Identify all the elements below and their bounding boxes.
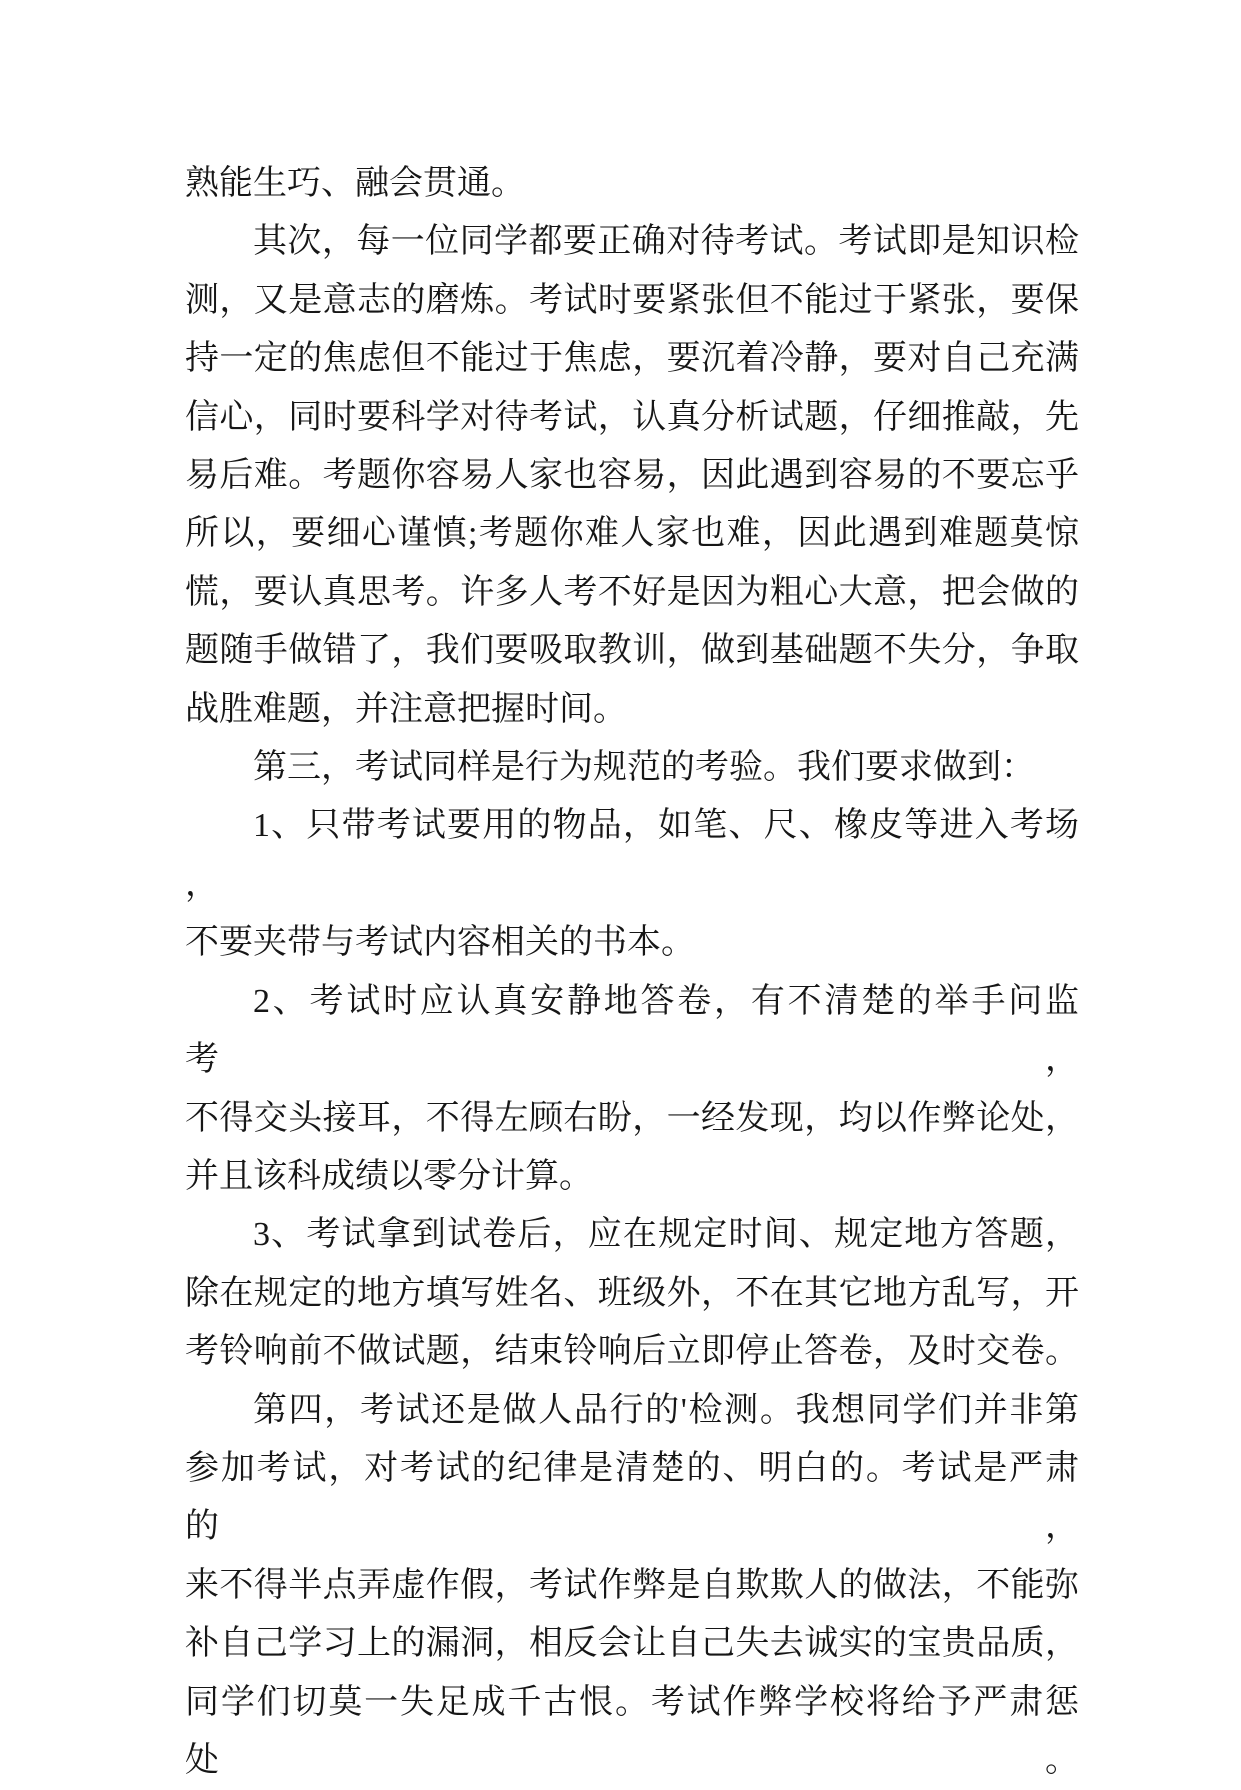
text-line: 不要夹带与考试内容相关的书本。: [185, 924, 695, 962]
document-body: [185, 155, 1079, 1790]
text-line: 第四，考试还是做人品行的'检测。我想同学们并非第: [253, 1391, 1079, 1429]
text-line: 易后难。考题你容易人家也容易，因此遇到容易的不要忘乎: [185, 457, 1079, 495]
text-line: 1、只带考试要用的物品，如笔、尺、橡皮等进入考场 ，: [185, 807, 1079, 903]
text-line: 3、考试拿到试卷后，应在规定时间、规定地方答题，: [253, 1216, 1079, 1254]
text-line: 除在规定的地方填写姓名、班级外，不在其它地方乱写，开: [185, 1274, 1079, 1312]
text-line: 所以，要细心谨慎;考题你难人家也难，因此遇到难题莫惊: [185, 515, 1079, 553]
text-line: 来不得半点弄虚作假，考试作弊是自欺欺人的做法，不能弥: [185, 1566, 1079, 1604]
text-line: 测，又是意志的磨炼。考试时要紧张但不能过于紧张，要保: [185, 281, 1079, 319]
text-line: 信心，同时要科学对待考试，认真分析试题，仔细推敲，先: [185, 398, 1079, 436]
text-line: 补自己学习上的漏洞，相反会让自己失去诚实的宝贵品质，: [185, 1625, 1079, 1663]
text-line: 熟能生巧、融会贯通。: [185, 165, 525, 202]
text-line: 参加考试，对考试的纪律是清楚的、明白的。考试是严肃的，: [185, 1449, 1079, 1546]
text-line: 不得交头接耳，不得左顾右盼，一经发现，均以作弊论处，: [185, 1099, 1079, 1137]
text-line: 其次，每一位同学都要正确对待考试。考试即是知识检: [253, 223, 1079, 261]
text-line: 并且该科成绩以零分计算。: [185, 1157, 593, 1195]
text-line: 持一定的焦虑但不能过于焦虑，要沉着冷静，要对自己充满: [185, 340, 1079, 378]
text-line: 题随手做错了，我们要吸取教训，做到基础题不失分，争取: [185, 632, 1079, 670]
text-line: 第三，考试同样是行为规范的考验。我们要求做到：: [253, 749, 1035, 787]
text-line: 战胜难题，并注意把握时间。: [185, 690, 627, 728]
text-line: 同学们切莫一失足成千古恨。考试作弊学校将给予严肃惩处。: [185, 1683, 1079, 1779]
text-line: 2、考试时应认真安静地答卷，有不清楚的举手问监考，: [185, 982, 1079, 1079]
text-line: 考铃响前不做试题，结束铃响后立即停止答卷，及时交卷。: [185, 1333, 1079, 1371]
text-line: 慌，要认真思考。许多人考不好是因为粗心大意，把会做的: [185, 573, 1079, 611]
